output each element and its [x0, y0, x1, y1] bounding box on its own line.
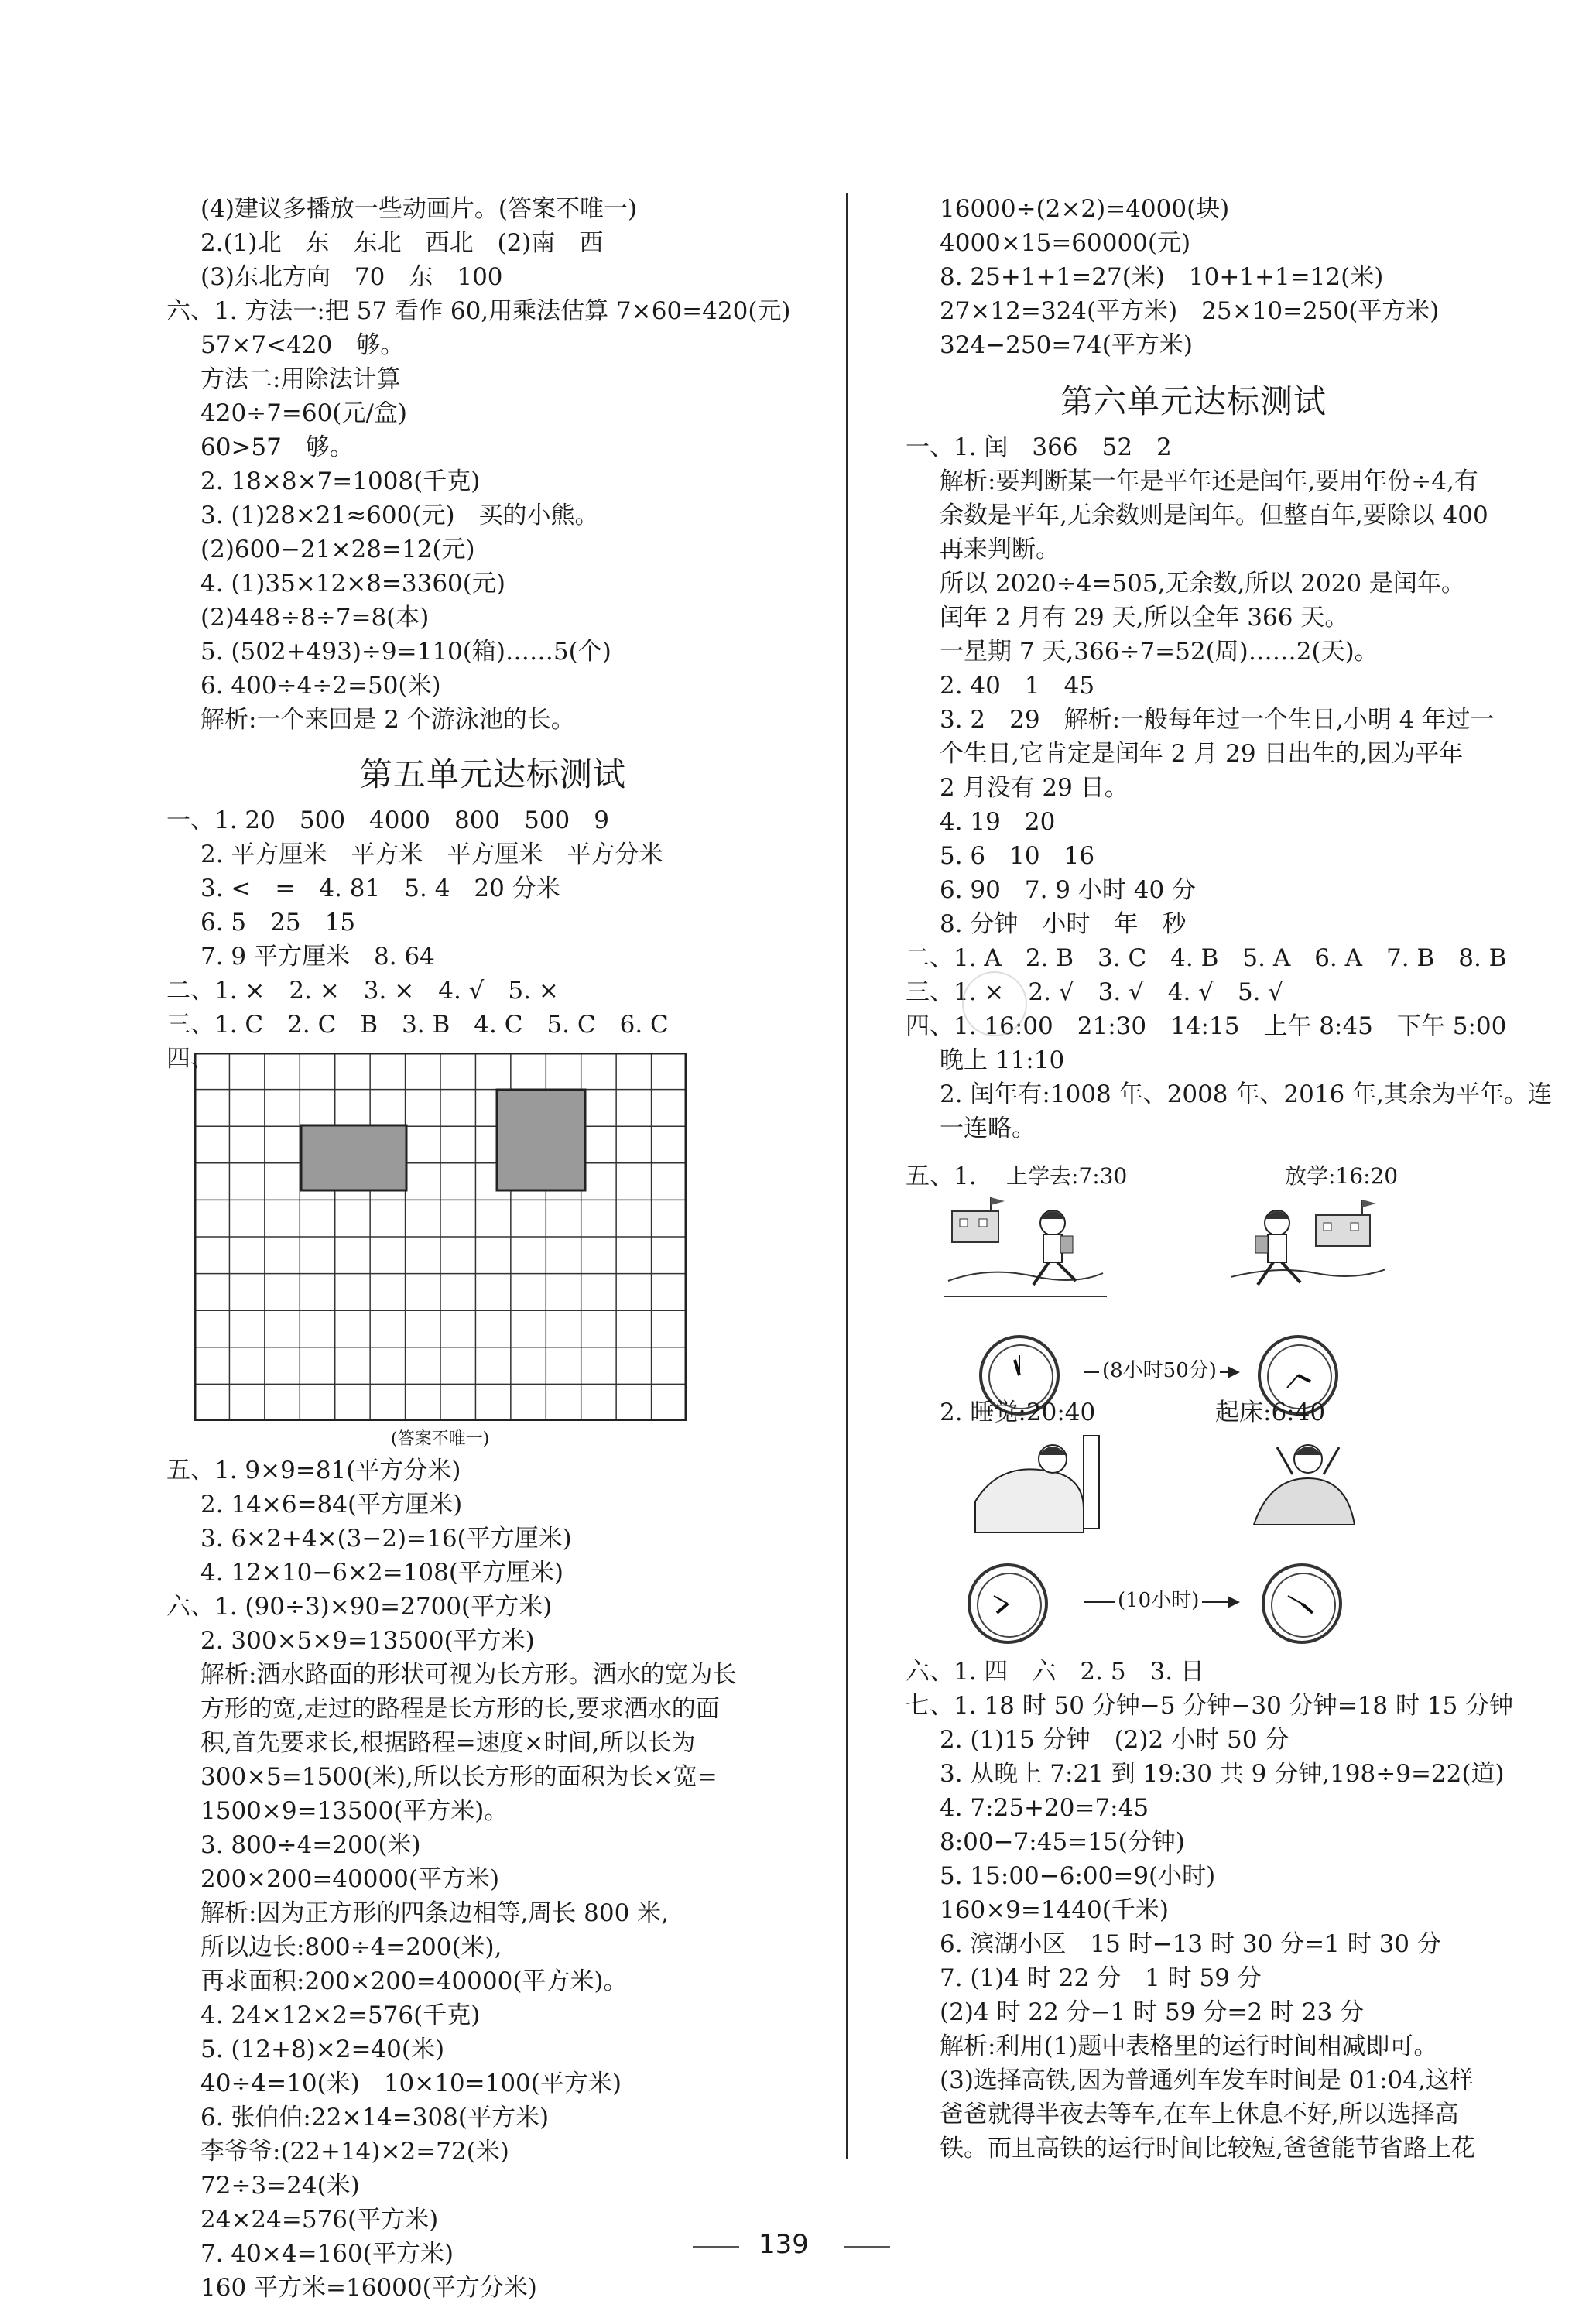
text-line: 300×5=1500(米),所以长方形的面积为长×宽=	[200, 1763, 718, 1791]
text-line: 24×24=576(平方米)	[200, 2206, 439, 2234]
text-line: 一、1. 闰 366 52 2	[906, 433, 1172, 461]
section-heading: 第五单元达标测试	[360, 755, 627, 793]
text-line: 420÷7=60(元/盒)	[200, 399, 407, 427]
text-line: 五、1.	[906, 1162, 977, 1190]
text-line: 所以 2020÷4=505,无余数,所以 2020 是闰年。	[940, 570, 1465, 597]
text-line: 160×9=1440(千米)	[940, 1896, 1169, 1924]
text-line: (3)选择高铁,因为普通列车发车时间是 01:04,这样	[940, 2066, 1474, 2094]
text-line: 8. 25+1+1=27(米) 10+1+1=12(米)	[940, 263, 1384, 291]
text-line: 7. 40×4=160(平方米)	[200, 2240, 454, 2268]
text-line: 7. 9 平方厘米 8. 64	[200, 943, 435, 971]
text-line: 2. 14×6=84(平方厘米)	[200, 1491, 463, 1519]
shaded-rectangle	[301, 1125, 406, 1190]
page-number-dash	[693, 2246, 739, 2248]
text-line: 6. 5 25 15	[200, 909, 356, 936]
text-line: 3. 2 29 解析:一般每年过一个生日,小明 4 年过一	[940, 706, 1495, 734]
text-line: (2)448÷8÷7=8(本)	[200, 604, 430, 632]
text-line: 六、1. (90÷3)×90=2700(平方米)	[166, 1593, 553, 1621]
text-line: 4. 19 20	[940, 808, 1056, 836]
text-line: 4. (1)35×12×8=3360(元)	[200, 570, 505, 597]
text-line: 四、	[166, 1045, 214, 1073]
school-time-label: 上学去:7:30	[1006, 1163, 1128, 1189]
text-line: 六、1. 四 六 2. 5 3. 日	[906, 1658, 1205, 1686]
text-line: 方法二:用除法计算	[200, 365, 401, 393]
text-line: 所以边长:800÷4=200(米),	[200, 1933, 502, 1961]
text-line: 解析:一个来回是 2 个游泳池的长。	[200, 706, 575, 734]
shaded-square	[497, 1090, 585, 1190]
page-number: 139	[759, 2229, 809, 2260]
text-line: 60>57 够。	[200, 433, 354, 461]
text-line: 2.(1)北 东 东北 西北 (2)南 西	[200, 229, 604, 257]
text-line: (3)东北方向 70 东 100	[200, 263, 503, 291]
text-line: 二、1. × 2. × 3. × 4. √ 5. ×	[166, 977, 559, 1005]
text-line: 再求面积:200×200=40000(平方米)。	[200, 1967, 628, 1995]
column-divider	[846, 193, 848, 2159]
text-line: 2. (1)15 分钟 (2)2 小时 50 分	[940, 1726, 1289, 1754]
text-line: 3. 800÷4=200(米)	[200, 1831, 421, 1859]
text-line: 解析:因为正方形的四条边相等,周长 800 米,	[200, 1899, 670, 1927]
clock-icon	[968, 1563, 1048, 1644]
text-line: 1500×9=13500(平方米)。	[200, 1797, 509, 1825]
text-line: 六、1. 方法一:把 57 看作 60,用乘法估算 7×60=420(元)	[166, 297, 791, 325]
text-line: 方形的宽,走过的路程是长方形的长,要求洒水的面	[200, 1695, 720, 1723]
section-heading: 第六单元达标测试	[1060, 382, 1327, 420]
text-line: 七、1. 18 时 50 分钟−5 分钟−30 分钟=18 时 15 分钟	[906, 1692, 1514, 1720]
text-line: (2)4 时 22 分−1 时 59 分=2 时 23 分	[940, 1998, 1365, 2026]
text-line: 解析:利用(1)题中表格里的运行时间相减即可。	[940, 2032, 1438, 2060]
text-line: 三、1. × 2. √ 3. √ 4. √ 5. √	[906, 978, 1284, 1006]
page-number-dash	[844, 2246, 890, 2248]
text-line: 解析:要判断某一年是平年还是闰年,要用年份÷4,有	[940, 467, 1478, 495]
text-line: 晚上 11:10	[940, 1046, 1065, 1074]
text-line: 6. 滨湖小区 15 时−13 时 30 分=1 时 30 分	[940, 1930, 1441, 1958]
text-line: 余数是平年,无余数则是闰年。但整百年,要除以 400	[940, 502, 1488, 529]
grid-caption: (答案不唯一)	[391, 1429, 490, 1449]
after-school-label: 放学:16:20	[1285, 1163, 1399, 1189]
text-line: 爸爸就得半夜去等车,在车上休息不好,所以选择高	[940, 2101, 1459, 2128]
text-line: 5. 6 10 16	[940, 842, 1095, 870]
text-line: (2)600−21×28=12(元)	[200, 536, 475, 563]
duration-label: (8小时50分)	[1099, 1354, 1220, 1383]
text-line: 4. 7:25+20=7:45	[940, 1794, 1149, 1822]
text-line: 2. 平方厘米 平方米 平方厘米 平方分米	[200, 841, 663, 868]
text-line: 3. (1)28×21≈600(元) 买的小熊。	[200, 502, 599, 529]
clock-icon	[1262, 1563, 1342, 1644]
text-line: 解析:洒水路面的形状可视为长方形。洒水的宽为长	[200, 1661, 737, 1689]
text-line: 6. 张伯伯:22×14=308(平方米)	[200, 2104, 550, 2131]
text-line: 7. (1)4 时 22 分 1 时 59 分	[940, 1964, 1262, 1992]
text-line: 8. 分钟 小时 年 秒	[940, 910, 1187, 938]
text-line: 57×7<420 够。	[200, 331, 405, 359]
text-line: 2. 40 1 45	[940, 672, 1095, 700]
watermark-stamp	[962, 971, 1027, 1036]
after-school-illustration	[1231, 1196, 1385, 1312]
square-grid	[194, 1053, 687, 1421]
sleeping-illustration	[968, 1432, 1115, 1540]
text-line: 五、1. 9×9=81(平方分米)	[166, 1457, 461, 1484]
text-line: (4)建议多播放一些动画片。(答案不唯一)	[200, 195, 638, 223]
sleep-time-label: 2. 睡觉:20:40	[940, 1399, 1096, 1426]
text-line: 一连略。	[940, 1114, 1036, 1142]
text-line: 2 月没有 29 日。	[940, 774, 1129, 802]
wake-time-label: 起床:6:40	[1215, 1399, 1326, 1426]
text-line: 积,首先要求长,根据路程=速度×时间,所以长为	[200, 1729, 696, 1757]
text-line: 二、1. A 2. B 3. C 4. B 5. A 6. A 7. B 8. B	[906, 944, 1507, 972]
text-line: 4. 12×10−6×2=108(平方厘米)	[200, 1559, 564, 1587]
text-line: 三、1. C 2. C B 3. B 4. C 5. C 6. C	[166, 1011, 669, 1039]
text-line: 5. 15:00−6:00=9(小时)	[940, 1862, 1216, 1890]
text-line: 李爷爷:(22+14)×2=72(米)	[200, 2138, 509, 2166]
text-line: 一、1. 20 500 4000 800 500 9	[166, 806, 610, 834]
text-line: 40÷4=10(米) 10×10=100(平方米)	[200, 2070, 622, 2097]
text-line: 6. 90 7. 9 小时 40 分	[940, 876, 1197, 904]
text-line: 4. 24×12×2=576(千克)	[200, 2001, 481, 2029]
text-line: 个生日,它肯定是闰年 2 月 29 日出生的,因为平年	[940, 740, 1464, 768]
text-line: 5. (12+8)×2=40(米)	[200, 2036, 445, 2063]
text-line: 27×12=324(平方米) 25×10=250(平方米)	[940, 297, 1440, 325]
text-line: 2. 300×5×9=13500(平方米)	[200, 1627, 535, 1655]
text-line: 16000÷(2×2)=4000(块)	[940, 195, 1230, 223]
text-line: 160 平方米=16000(平方分米)	[200, 2274, 537, 2302]
text-line: 2. 18×8×7=1008(千克)	[200, 467, 481, 495]
text-line: 3. < = 4. 81 5. 4 20 分米	[200, 875, 560, 902]
text-line: 3. 6×2+4×(3−2)=16(平方厘米)	[200, 1525, 572, 1553]
going-to-school-illustration	[944, 1196, 1107, 1312]
text-line: 4000×15=60000(元)	[940, 229, 1191, 257]
text-line: 8:00−7:45=15(分钟)	[940, 1828, 1185, 1856]
text-line: 一星期 7 天,366÷7=52(周)……2(天)。	[940, 638, 1379, 666]
text-line: 72÷3=24(米)	[200, 2172, 360, 2200]
text-line: 5. (502+493)÷9=110(箱)……5(个)	[200, 638, 611, 666]
text-line: 2. 闰年有:1008 年、2008 年、2016 年,其余为平年。连	[940, 1080, 1552, 1108]
duration-label: (10小时)	[1115, 1584, 1202, 1613]
text-line: 324−250=74(平方米)	[940, 331, 1193, 359]
text-line: 再来判断。	[940, 536, 1060, 563]
waking-up-illustration	[1246, 1432, 1362, 1540]
text-line: 铁。而且高铁的运行时间比较短,爸爸能节省路上花	[940, 2135, 1475, 2162]
text-line: 闰年 2 月有 29 天,所以全年 366 天。	[940, 604, 1349, 632]
text-line: 6. 400÷4÷2=50(米)	[200, 672, 441, 700]
text-line: 四、1. 16:00 21:30 14:15 上午 8:45 下午 5:00	[906, 1012, 1507, 1040]
text-line: 200×200=40000(平方米)	[200, 1865, 500, 1893]
text-line: 3. 从晚上 7:21 到 19:30 共 9 分钟,198÷9=22(道)	[940, 1760, 1505, 1788]
